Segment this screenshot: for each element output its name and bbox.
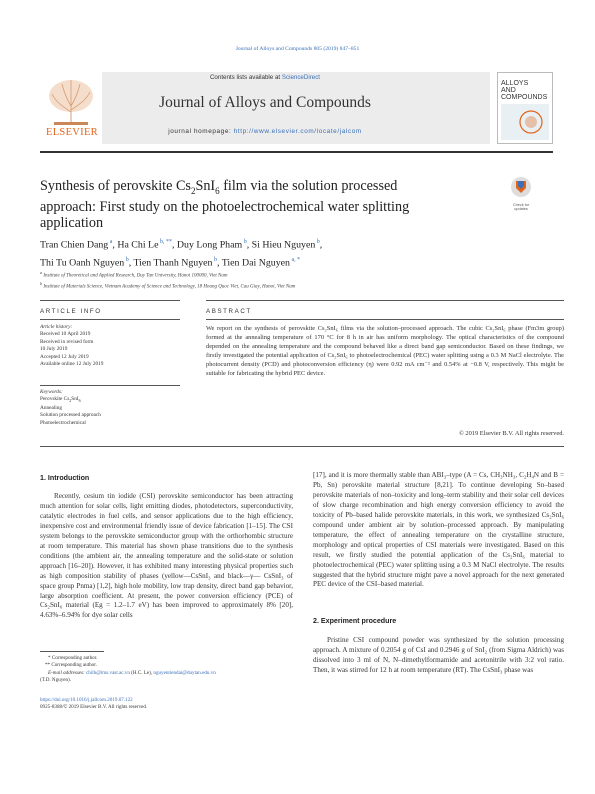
author-separator: ,: [171, 239, 177, 251]
author-line: [40, 235, 560, 253]
keyword: [40, 396, 180, 404]
article-title: [40, 178, 510, 232]
author-name[interactable]: Tien Dai Nguyen: [221, 257, 290, 269]
bottom-meta: [40, 697, 340, 712]
cover-title-line: AND: [501, 87, 516, 94]
affiliation: [40, 279, 560, 292]
author-affiliation-marker[interactable]: a, *: [289, 256, 301, 263]
title-subscript: 6: [215, 185, 220, 196]
title-subscript: 2: [190, 185, 196, 196]
elsevier-wordmark: ELSEVIER: [46, 127, 98, 138]
cover-title-line: COMPOUNDS: [501, 94, 548, 101]
author-name[interactable]: Tran Chien Dang: [40, 239, 109, 251]
journal-title: Journal of Alloys and Compounds: [159, 94, 371, 111]
cover-title-line: ALLOYS: [501, 80, 529, 87]
doi-link[interactable]: https://doi.org/10.1016/j.jallcom.2019.07.122: [40, 697, 133, 703]
issn-copyright: 0925-8388/© 2019 Elsevier B.V. All rights reserved.: [40, 704, 148, 711]
affiliation-marker: a: [40, 270, 43, 275]
author-name[interactable]: Thi Tu Oanh Nguyen: [40, 257, 125, 269]
email-owner: (T.D. Nguyen).: [40, 677, 72, 684]
author-separator: ,: [112, 239, 118, 251]
keyword: Annealing: [40, 404, 63, 411]
cover-artwork: [501, 104, 549, 140]
affiliation-marker: b: [40, 280, 43, 286]
abstract-heading: ABSTRACT: [206, 308, 252, 315]
crossmark-label: updates: [514, 207, 528, 212]
sciencedirect-link[interactable]: ScienceDirect: [281, 74, 321, 81]
keywords: [40, 389, 180, 427]
article-history: [40, 324, 180, 368]
affiliation-text: Institute of Materials Science, Vietnam Academy of Science and Technology, 18 Hoang Quoc Viet, Cau Giay, Hanoi, Viet Nam: [42, 284, 296, 290]
author-affiliation-marker[interactable]: b: [124, 256, 129, 263]
homepage-label: journal homepage:: [168, 128, 234, 135]
keyword-subscript: 6: [78, 398, 81, 404]
author-affiliation-marker[interactable]: a: [108, 239, 113, 245]
author-affiliation-marker[interactable]: b: [242, 239, 247, 245]
history-item: Available online 12 July 2019: [40, 361, 104, 368]
abstract-top-rule: [206, 300, 564, 301]
author-affiliation-marker[interactable]: b: [212, 256, 217, 263]
abstract-copyright: © 2019 Elsevier B.V. All rights reserved.: [458, 430, 564, 437]
email-link-le[interactable]: chilh@ims.vast.ac.vn: [86, 669, 130, 676]
keyword-subscript: 2: [69, 398, 72, 404]
author-affiliation-marker[interactable]: b, **: [158, 239, 172, 245]
author-list: [40, 235, 560, 271]
title-text: Synthesis of perovskite Cs: [40, 178, 191, 194]
experiment-heading: 2. Experiment procedure: [313, 617, 397, 625]
title-text: film via the solution processed: [219, 178, 398, 194]
email-addresses: [40, 670, 293, 677]
journal-homepage: [40, 128, 490, 135]
keyword: Photoelectrochemical: [40, 419, 86, 426]
author-name[interactable]: Tien Thanh Nguyen: [133, 257, 213, 269]
email-owner: (H.C. Le),: [129, 669, 154, 676]
contents-line: [40, 74, 490, 81]
history-item: Accepted 12 July 2019: [40, 353, 89, 360]
crossmark-label: Check for: [512, 203, 530, 207]
footnotes: [40, 655, 293, 685]
header-divider: [40, 151, 553, 153]
affiliations: [40, 268, 560, 291]
contents-prefix: Contents lists available at: [209, 74, 282, 81]
history-label: Article history:: [40, 324, 73, 330]
email-link-nguyen[interactable]: nguyentiendai@duytan.edu.vn: [153, 669, 216, 676]
author-name[interactable]: Duy Long Pham: [176, 239, 243, 251]
email-label: E-mail addresses:: [48, 669, 87, 676]
keyword-text: SnI: [71, 396, 79, 403]
corresponding-author-note: ** Corresponding author.: [45, 662, 97, 669]
experiment-text: Pristine CSI compound powder was synthesized by the solution processing approach. A mixture of 0.2054 g of CsI and 0.2946 g of SnI₂ (from Sigma Aldrich) was dissolved into 3 ml of N, N–dimethylformamide and acetonitrile with 3:2 vol ratio. Then, it was stirred for 12 h at room temperature (RT). The CsSnI₃ phase was: [313, 636, 564, 674]
title-line: application: [40, 215, 104, 232]
author-name[interactable]: Si Hieu Nguyen: [251, 239, 316, 251]
affiliation-text: Institute of Theoretical and Applied Research, Duy Tan University, Hanoi 100000, Viet Nam: [42, 273, 228, 279]
cover-title: [501, 80, 551, 101]
author-affiliation-marker[interactable]: b: [315, 239, 320, 245]
history-item: 10 July 2019: [40, 346, 68, 353]
introduction-continued-text: [17], and it is more thermally stable than ABI₃–type (A = Cs, CH₃NH₃, C₂H₄N and B = Pb, Sn) perovskite material structure [8,21]. To continue developing Sn–based perovskite materials of non–toxicity and long–term stability and their solar cell devices of slow charge recombination and high energy conversion efficiency to avoid the toxicity of Pb–based halide perovskite materials, in this work, we synthesized Cs₂SnI₆ compound under ambient air by solution–processed approach. By manipulating temperature, the effect of annealing temperature on the crystalline structure, morphology and optical properties of CSI materials were investigated. Based on this result, we firstly studied the potential application of the Cs₂SnI₆ material to photoelectrochemical (PEC) water splitting using a 0.3 M NaCl electrolyte. The results suggested that the hybrid structure might pave a novel approach for the next generated PEC device of the CSI–based material.: [313, 471, 564, 589]
author-separator: ,: [246, 239, 252, 251]
author-separator: ,: [128, 257, 134, 269]
keyword-text: Perovskite Cs: [40, 396, 70, 403]
crossmark-icon: [506, 176, 536, 198]
introduction-text: Recently, cesium tin iodide (CSI) perovskite semiconductor has been attracting much attention for solar cells, light emitting diodes, photodetectors, superconductivity, catalytic electrodes in fuel cells, and sensor applications due to the high efficiency, inexpensive cost and environmental friendly issue of device fabrication [1–15]. The CSI system belongs to the perovskite semiconductor group with the orthorhombic structure at room temperature. This material has shown phase transitions due to the synthesis conditions (the ambient air, the annealing temperature and the solid-state or solution approach [16–20]). However, it has exhibited many interesting physical properties such as high composition stability of phases (yellow—CsSnI₃ and black—γ— CsSnI₃ of space group Pnma) [1,2], high hole mobility, low trap density, direct band gap behavior, large absorption coefficient. At present, the power conversion efficiency (PCE) of Cs₂SnI₆ material (Eg = 1.2–1.7 eV) has been improved to approximately 8% [20], 4.63%–6.94% for dye solar cells: [40, 492, 293, 620]
title-line: approach: First study on the photoelectrochemical water splitting: [40, 199, 410, 216]
introduction-heading: 1. Introduction: [40, 474, 90, 482]
journal-reference[interactable]: Journal of Alloys and Compounds 805 (2019) 847–851: [235, 46, 360, 52]
keywords-label: Keywords:: [40, 389, 63, 395]
author-separator: ,: [216, 257, 222, 269]
title-text: SnI: [195, 178, 216, 194]
history-item: Received in revised form: [40, 338, 94, 345]
check-for-updates-badge[interactable]: [506, 176, 536, 212]
author-name[interactable]: Ha Chi Le: [117, 239, 159, 251]
history-item: Received 10 April 2019: [40, 331, 91, 338]
homepage-link[interactable]: http://www.elsevier.com/locate/jalcom: [233, 128, 362, 135]
abstract-text: We report on the synthesis of perovskite Cs₂SnI₆ films via the solution–processed approach. The cubic Cs₂SnI₆ phase (Fm3m group) formed at the annealing temperature of 170 °C for 8 h in air has uniform morphology. The optical characteristics of the compound depended on the annealing temperature and the compound behaved like a direct band gap semiconductor. Based on these findings, we firstly investigated the potential application of Cs₂SnI₆ to photoelectrochemical (PEC) water splitting using a 0.3 M NaCl electrolyte. The photocurrent density (PCD) and photoconversion efficiency (η) were 0.92 mA cm⁻² and 0.54% at −0.8 V, respectively. This might be suitable for fabricating the hybrid PEC device.: [206, 325, 564, 378]
corresponding-author-note: * Corresponding author.: [48, 655, 98, 661]
author-separator: ,: [319, 239, 323, 251]
keyword: Solution processed approach: [40, 412, 101, 419]
article-info-heading: ARTICLE INFO: [40, 308, 102, 315]
info-top-rule: [40, 300, 180, 301]
